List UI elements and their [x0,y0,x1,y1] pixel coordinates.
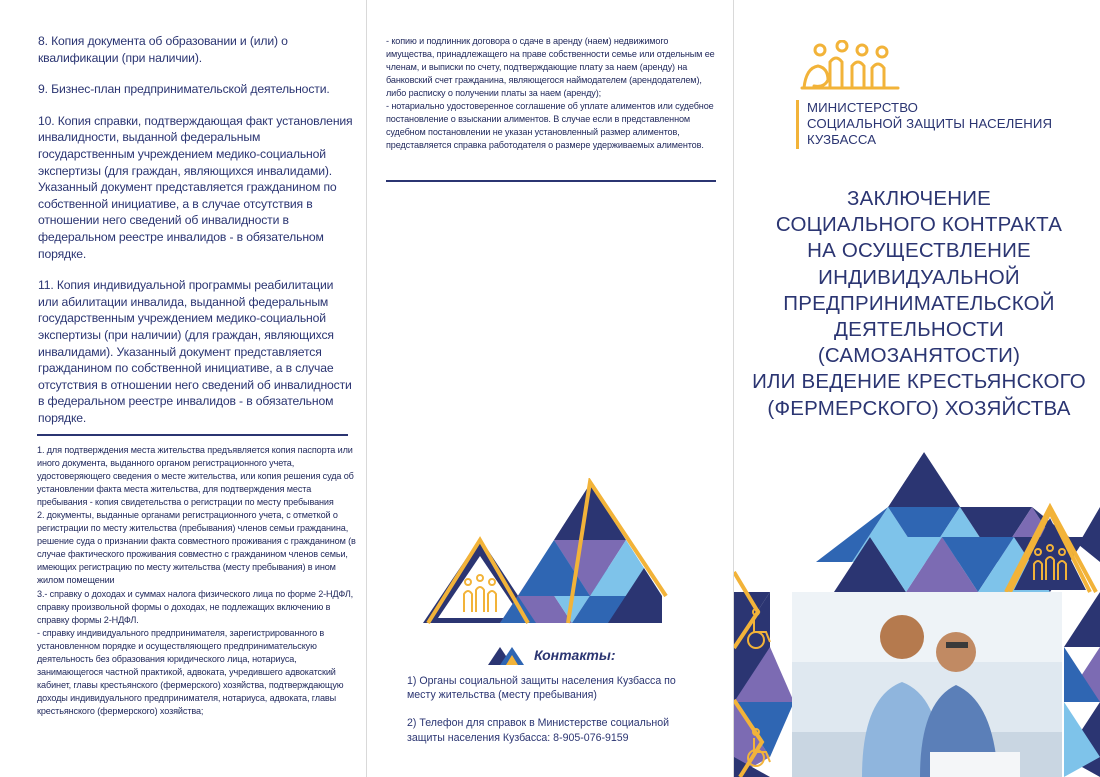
ministry-name [796,100,1052,149]
footnote: 3.- справку о доходах и суммах налога физического лица по форме 2-НДФЛ, справку произвольной формы о доходах, не подлежащих включению в справку формы 2-НДФЛ. [37,588,354,625]
brochure-title [740,186,1098,422]
contact-item: 1) Органы социальной защиты населения Кузбасса по месту жительства (месту пребывания) [407,675,676,702]
income-notes [386,35,716,152]
family-logo-icon [800,40,900,92]
note-item: - копию и подлинник договора о сдаче в аренду (наем) недвижимого имущества, принадлежащего на праве собственности семье или отдельным ее членам, и выписки по счету, подтверждающие плату за наем (аренду) на банковский счет гражданина, являющегося наймодателем (арендодателем), либо расписку о получении платы за наем (аренду); [386,36,715,99]
note-item: - нотариально удостоверенное соглашение об уплате алиментов или судебное постановление о взыскании алиментов. В случае если в представленном судебном постановлении не указан установленный размер алиментов, представляется справка работодателя о размере удерживаемых алиментов. [386,101,714,151]
list-item: 9. Бизнес-план предпринимательской деятельности. [38,82,330,97]
title-line: ДЕЯТЕЛЬНОСТИ [834,318,1004,342]
contacts-list [407,674,707,759]
footnote: - справку индивидуального предпринимателя, зарегистрированного в установленном порядке и осуществляющего предпринимательскую деятельность без образования юридического лица, нотариуса, занимающегося частной практикой, адвоката, учредившего адвокатский кабинет, главы крестьянского (фермерского) хозяйства, подтверждающую доходы индивидуального предпринимателя, нотариуса, адвоката, главы крестьянского (фермерского) хозяйства; [37,627,344,716]
title-line: ЗАКЛЮЧЕНИЕ [846,187,992,210]
contact-item: 2) Телефон для справок в Министерстве социальной защиты населения Кузбасса: 8-905-076-9159 [407,717,670,744]
list-item: 8. Копия документа об образовании и (или) о квалификации (при наличии). [38,34,288,65]
footnote-divider [37,434,348,436]
contacts-header [488,645,615,665]
notes-divider [386,180,716,182]
list-item: 10. Копия справки, подтверждающая факт установления инвалидности, выданной федеральным государственным учреждением медико-социальной экспертизы (для граждан, являющихся инвалидами). Указанный документ представляется гражданином по собственной инициативе, а в случае отсутствия в отношении него сведений об инвалидности в федеральном реестре инвалидов - в обязательном порядке. [38,113,353,261]
title-line: ПРЕДПРИНИМАТЕЛЬСКОЙ [783,291,1055,315]
title-line: (САМОЗАНЯТОСТИ) [817,344,1021,368]
required-documents-list [38,33,353,441]
cover-mosaic-icon [734,452,1100,777]
footnote: 1. для подтверждения места жительства предъявляется копия паспорта или иного документа, выданного органом регистрационного учета, удостоверяющего сведения о месте жительства, или копия решения суда об установлении факта места жительства, для подтверждения места пребывания - копия свидетельства о регистрации по месту пребывания [37,445,354,508]
ministry-line: МИНИСТЕРСТВО [807,100,919,115]
contacts-title: Контакты: [534,647,616,663]
title-line: ИНДИВИДУАЛЬНОЙ [818,265,1020,289]
title-line: ИЛИ ВЕДЕНИЕ КРЕСТЬЯНСКОГО [752,370,1086,394]
title-line: СОЦИАЛЬНОГО КОНТРАКТА [775,213,1063,237]
footnotes [37,444,357,718]
triangle-mosaic-icon [418,478,668,628]
title-line: (ФЕРМЕРСКОГО) ХОЗЯЙСТВА [767,396,1071,420]
contacts-triangle-icon [488,645,526,665]
footnote: 2. документы, выданные органами регистрационного учета, с отметкой о регистрации по месту жительства (пребывания) членов семьи гражданина, решение суда о признании факта совместного проживания с гражданином (в случае фактического проживания совместно с гражданином членов семьи, имеющих регистрацию по месту жительства (месту пребывания) в ином жилом помещении [37,510,356,586]
left-panel [0,0,366,777]
title-line: НА ОСУЩЕСТВЛЕНИЕ [807,239,1031,263]
ministry-line: КУЗБАССА [807,132,877,148]
ministry-line: СОЦИАЛЬНОЙ ЗАЩИТЫ НАСЕЛЕНИЯ [807,116,1053,132]
list-item: 11. Копия индивидуальной программы реабилитации или абилитации инвалида, выданной федеральным государственным учреждением медико-социальной экспертизы (при наличии) (для граждан, являющихся инвалидами). Указанный документ представляется гражданином по собственной инициативе, а в случае отсутствия в отношении него сведений об инвалидности в федеральном реестре инвалидов - в обязательном порядке. [38,278,352,425]
